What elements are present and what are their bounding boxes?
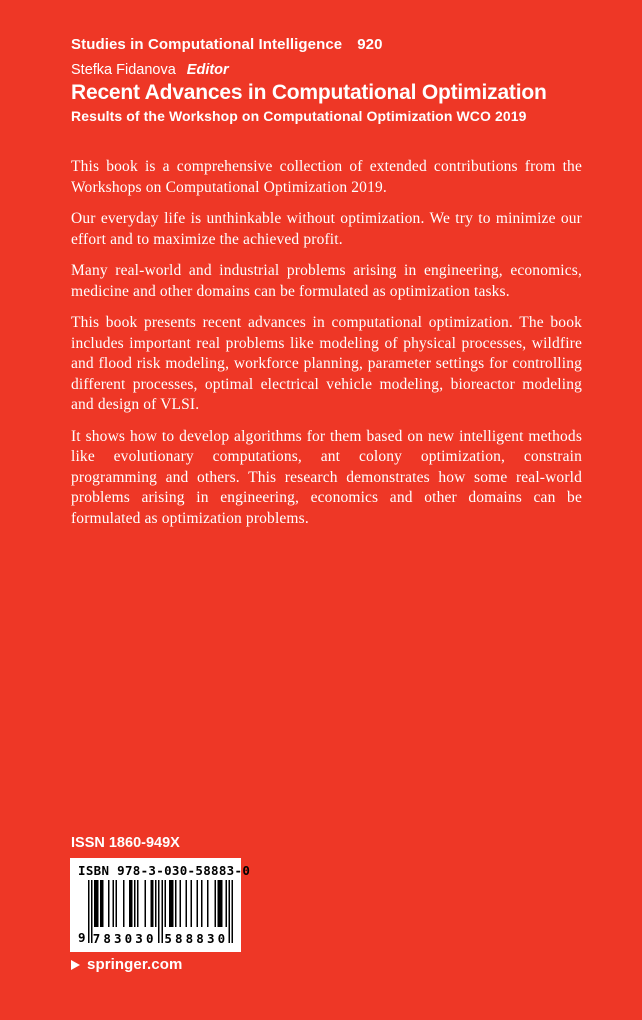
publisher-line — [71, 956, 182, 973]
book-title: Recent Advances in Computational Optimization — [71, 81, 547, 104]
author-name: Stefka Fidanova — [71, 62, 176, 78]
author-line — [71, 62, 229, 78]
description-paragraph: Our everyday life is unthinkable without optimization. We try to minimize our effort and to maximize the achieved profit. — [71, 210, 582, 248]
series-volume: 920 — [357, 36, 383, 53]
isbn-barcode-box — [70, 858, 251, 952]
description-block — [71, 157, 582, 540]
series-line — [71, 36, 383, 53]
barcode-digits-left: 783030 — [92, 931, 157, 946]
description-paragraph: It shows how to develop algorithms for them based on new intelligent methods like evolutionary computations, ant colony optimization, constrain programming and others. This research demonstrates how some real-world problems arising in engineering, economics and other domains can be formulated as optimization problems. — [71, 427, 582, 527]
right-triangle-icon — [71, 960, 80, 970]
barcode-digits-right: 588830 — [164, 931, 229, 946]
editor-label: Editor — [186, 62, 229, 78]
description-paragraph: Many real-world and industrial problems arising in engineering, economics, medicine and other domains can be formulated as optimization tasks. — [71, 262, 582, 300]
barcode — [78, 880, 233, 944]
description-paragraph: This book is a comprehensive collection of extended contributions from the Workshops on Computational Optimization 2019. — [71, 158, 582, 196]
publisher-site-label: springer.com — [87, 956, 183, 973]
book-subtitle: Results of the Workshop on Computational Optimization WCO 2019 — [71, 108, 527, 124]
barcode-bars — [88, 880, 233, 944]
series-name: Studies in Computational Intelligence — [71, 36, 343, 53]
barcode-lead-digit: 9 — [78, 930, 86, 945]
description-paragraph: This book presents recent advances in computational optimization. The book includes important real problems like modeling of physical processes, wildfire and flood risk modeling, workforce planning, parameter settings for controlling different processes, optimal electrical vehicle modeling, bioreactor modeling and design of VLSI. — [71, 314, 582, 413]
isbn-number: ISBN 978-3-030-58883-0 — [78, 863, 251, 878]
issn-label: ISSN 1860-949X — [71, 835, 180, 851]
